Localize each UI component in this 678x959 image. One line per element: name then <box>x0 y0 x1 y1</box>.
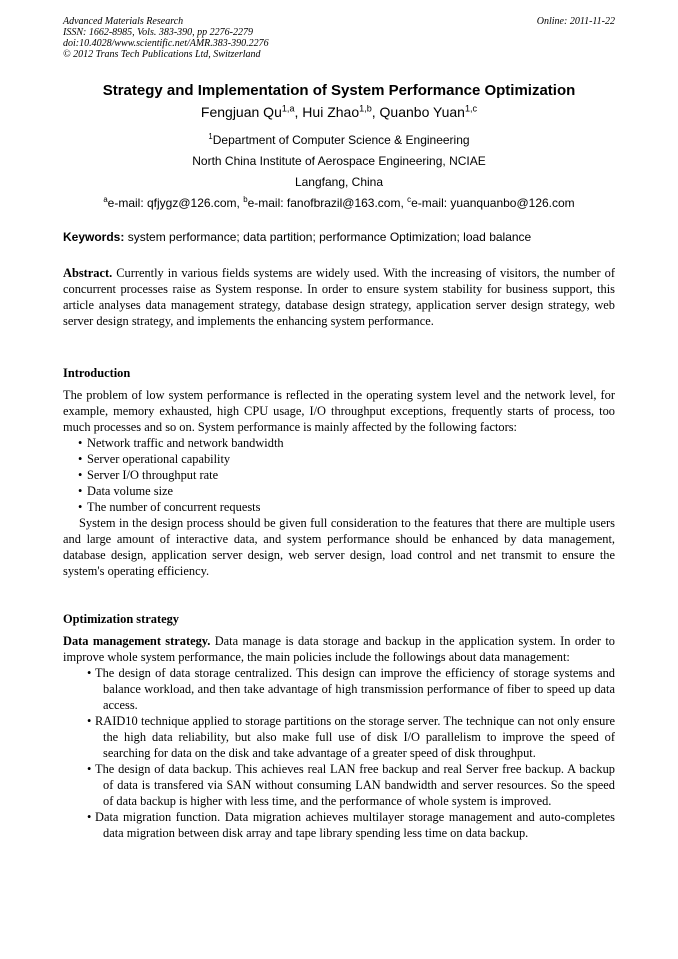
intro-paragraph-2: System in the design process should be given full consideration to the features that there are multiple users and large amount of interactive data, and system performance should be enhanced by data management, database design, application server design, web server design, load control and net transmit to ensure the system's operating efficiency. <box>63 516 615 578</box>
affiliation-institute: North China Institute of Aerospace Engineering, NCIAE <box>192 154 486 168</box>
list-item: • Network traffic and network bandwidth <box>78 436 284 450</box>
optimization-section <box>63 633 615 841</box>
doi-line[interactable]: doi:10.4028/www.scientific.net/AMR.383-390.2276 <box>63 38 269 49</box>
optimization-heading: Optimization strategy <box>63 612 179 626</box>
list-item: • Server I/O throughput rate <box>78 468 219 482</box>
author-2: Hui Zhao$^{1,b}$, <box>302 103 380 120</box>
introduction-section <box>63 387 615 579</box>
journal-header <box>63 16 615 60</box>
keywords: Keywords: system performance; data partition; performance Optimization; load balance <box>63 230 532 244</box>
list-item: • Data volume size <box>78 484 174 498</box>
author-1: Fengjuan Qu$^{1,a}$, <box>200 103 303 120</box>
email-a[interactable]: e-mail: qfjygz@126.com, <box>107 196 244 210</box>
data-management-list <box>63 665 615 841</box>
author-3: Quanbo Yuan$^{1,c}$ <box>379 103 478 120</box>
list-item: • The design of data storage centralized. This design can improve the efficiency of storage systems and balance workload, and then take advantage of high transmission performance of fiber to speed up data access. <box>87 666 615 712</box>
email-c[interactable]: e-mail: yuanquanbo@126.com <box>411 196 575 210</box>
introduction-heading: Introduction <box>63 366 131 380</box>
list-item: • Server operational capability <box>78 452 231 466</box>
journal-name: Advanced Materials Research <box>63 16 184 27</box>
copyright-line: © 2012 Trans Tech Publications Ltd, Switzerland <box>63 49 261 60</box>
list-item: • The number of concurrent requests <box>78 500 261 514</box>
list-item: • Data migration function. Data migration achieves multilayer storage management and auto-completes data migration between disk array and tape library spending less time on data backup. <box>87 810 615 840</box>
intro-paragraph-1: The problem of low system performance is reflected in the operating system level and the network level, for example, memory exhausted, high CPU usage, I/O throughput exceptions, frequently starts of process, too much processes and so on. System performance is mainly affected by the following factors: <box>63 388 615 434</box>
list-item: • The design of data backup. This achieves real LAN free backup and real Server free backup. A backup of data is transfered via SAN without consuming LAN bandwidth and server resources. So the speed of data backup is higher with less time, and the performance of whole system is improved. <box>87 762 615 808</box>
data-management-paragraph: Data management strategy. Data manage is data storage and backup in the application system. In order to improve whole system performance, the main policies include the followings about data management: <box>63 634 615 664</box>
author-emails: $^a$e-mail: qfjygz@126.com, $^b$e-mail: fanofbrazil@163.com, $^c$e-mail: yuanquanbo@126.com <box>103 195 575 210</box>
author-line <box>40 104 638 120</box>
issn-line: ISSN: 1662-8985, Vols. 383-390, pp 2276-2279 <box>63 27 253 38</box>
email-b[interactable]: e-mail: fanofbrazil@163.com, <box>247 196 408 210</box>
affiliation-department: $^1$Department of Computer Science & Engineering <box>208 132 470 147</box>
online-date: Online: 2011-11-22 <box>536 16 615 27</box>
factor-list <box>63 435 615 515</box>
list-item: • RAID10 technique applied to storage partitions on the storage server. The technique can not only ensure the high data reliability, but also make full use of disk I/O parallelism to improve the speed of searching for data on the disk and take advantage of a greater speed of disk throughput. <box>87 714 615 760</box>
paper-title: Strategy and Implementation of System Performance Optimization <box>102 82 576 99</box>
abstract: Abstract. Currently in various fields systems are widely used. With the increasing of visitors, the number of concurrent processes raise as System response. In order to ensure system stability for business support, this article analyses data management strategy, database design strategy, application server design strategy, web server design strategy, and implements the enhancing system performance. <box>63 266 615 328</box>
affiliation-city: Langfang, China <box>294 175 384 189</box>
